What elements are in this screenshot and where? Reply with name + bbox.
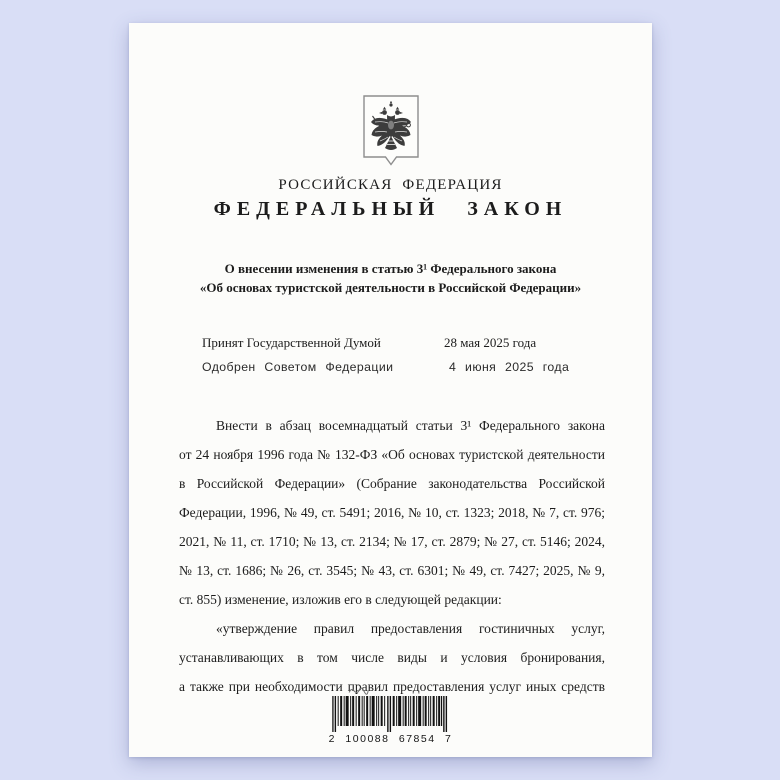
adoption-row-duma xyxy=(202,330,652,355)
adoption-date-duma: 28 мая 2025 года xyxy=(444,335,537,350)
barcode xyxy=(329,686,453,746)
document-type-title: ФЕДЕРАЛЬНЫЙ ЗАКОН xyxy=(213,198,568,220)
law-subject-title-line2: «Об основах туристской деятельности в Российской Федерации» xyxy=(199,280,582,295)
signature-mark-icon xyxy=(347,686,369,695)
adoption-label-council: Одобрен Советом Федерации xyxy=(202,360,394,374)
law-text-line: ст. 855) изменение, изложив его в следующей редакции: xyxy=(179,592,502,607)
country-name: РОССИЙСКАЯ ФЕДЕРАЦИЯ xyxy=(278,177,503,193)
adoption-label-duma: Принят Государственной Думой xyxy=(202,335,381,350)
law-text-line: 2021, № 11, ст. 1710; № 13, ст. 2134; № 17, ст. 2879; № 27, ст. 5146; 2024, xyxy=(179,534,605,549)
coat-of-arms-icon xyxy=(363,95,419,169)
law-body-text xyxy=(179,411,605,701)
adoption-row-council xyxy=(202,355,652,380)
document-page xyxy=(129,23,652,757)
law-text-line: а также при необходимости правил предоставления услуг иных средств xyxy=(179,679,605,694)
adoption-block xyxy=(202,330,652,380)
law-text-line: от 24 ноября 1996 года № 132-ФЗ «Об основах туристской деятельности xyxy=(179,447,605,462)
law-subject-title-line1: О внесении изменения в статью 3¹ Федерального закона xyxy=(224,261,557,276)
adoption-date-council: 4 июня 2025 года xyxy=(449,360,570,374)
law-text-line: Федерации, 1996, № 49, ст. 5491; 2016, № 10, ст. 1323; 2018, № 7, ст. 976; xyxy=(179,505,605,520)
barcode-bars-icon xyxy=(332,696,448,732)
law-text-line: Внести в абзац восемнадцатый статьи 3¹ Федерального закона xyxy=(216,418,605,433)
law-subject-title xyxy=(129,259,652,297)
barcode-digits: 2 100088 67854 7 xyxy=(328,733,453,745)
law-text-line: устанавливающих в том числе виды и условия бронирования, xyxy=(179,650,605,665)
law-text-line: «утверждение правил предоставления гостиничных услуг, xyxy=(216,621,605,636)
law-text-line: № 13, ст. 1686; № 26, ст. 3545; № 43, ст. 6301; № 49, ст. 7427; 2025, № 9, xyxy=(179,563,605,578)
law-text-line: в Российской Федерации» (Собрание законодательства Российской xyxy=(179,476,605,491)
